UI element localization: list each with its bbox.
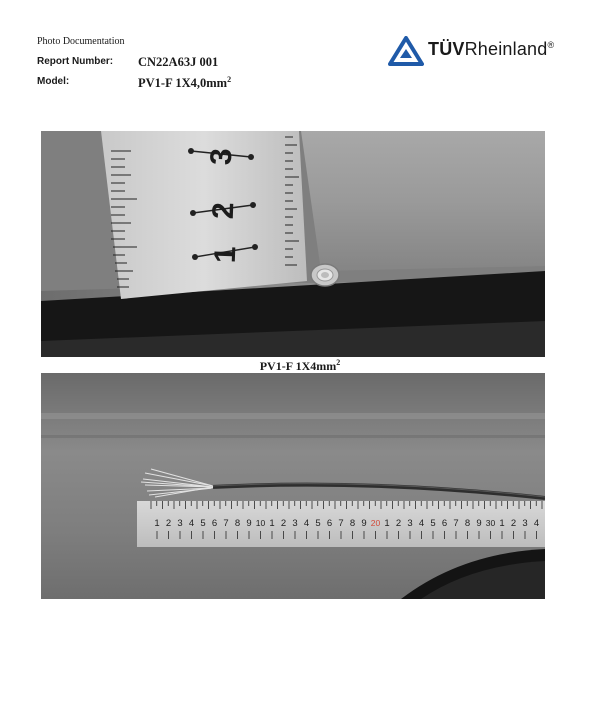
ruler-digit: 1	[154, 518, 160, 529]
ruler-digit: 2	[280, 518, 287, 529]
ruler-digit: 4	[533, 518, 540, 529]
ruler-digit: 9	[476, 518, 482, 529]
ruler-digit: 7	[338, 518, 344, 529]
model-value	[138, 75, 231, 91]
logo-text: TÜVRheinland®	[428, 39, 555, 59]
ruler-digit: 10	[255, 518, 266, 528]
ruler-digit: 1	[499, 518, 505, 529]
ruler-digit: 8	[349, 518, 356, 529]
ruler-digit: 2	[510, 518, 517, 529]
ruler-digit: 8	[464, 518, 471, 529]
ruler-digit: 8	[234, 518, 241, 529]
ruler-digit: 3	[177, 518, 183, 529]
ruler-digit: 9	[361, 518, 367, 529]
ruler-digit: 30	[485, 518, 496, 528]
ruler-digit: 6	[211, 518, 218, 529]
ruler-digit: 7	[223, 518, 229, 529]
document-type: Photo Documentation	[37, 36, 125, 47]
ruler-digit: 4	[303, 518, 310, 529]
ruler-digit: 2	[395, 518, 402, 529]
report-number-label: Report Number:	[37, 56, 114, 67]
ruler-number-3: 3	[204, 147, 239, 166]
ruler-digit: 3	[292, 518, 298, 529]
ruler-digit: 1	[269, 518, 275, 529]
photo-cable-cross-section	[41, 131, 545, 357]
report-number-value: CN22A63J 001	[138, 55, 219, 69]
ruler-digit: 3	[522, 518, 528, 529]
ruler-digit: 4	[418, 518, 425, 529]
ruler-digit: 5	[430, 518, 436, 529]
ruler-digit: 6	[441, 518, 448, 529]
model-text: PV1-F 1X4,0mm	[138, 76, 228, 91]
ruler-digit: 7	[453, 518, 459, 529]
ruler-digit: 5	[200, 518, 206, 529]
model-superscript: 2	[227, 75, 232, 84]
model-label: Model:	[37, 76, 70, 87]
ruler-digit: 3	[407, 518, 413, 529]
ruler-number-2: 2	[206, 201, 241, 220]
ruler-digit: 1	[384, 518, 390, 529]
ruler-digit: 4	[188, 518, 195, 529]
ruler-digit: 5	[315, 518, 321, 529]
ruler-number-1: 1	[208, 245, 243, 264]
photo-caption: PV1-F $1X4mm^2$	[259, 358, 341, 373]
ruler-digit: 9	[246, 518, 252, 529]
cable-end	[311, 264, 339, 286]
ruler-digit: 6	[326, 518, 333, 529]
ruler-digit: 20	[370, 518, 381, 528]
tuv-logo	[388, 36, 568, 66]
ruler-digit: 2	[165, 518, 172, 529]
photo-cable-length	[41, 373, 545, 599]
tuv-triangle-icon	[388, 36, 424, 66]
